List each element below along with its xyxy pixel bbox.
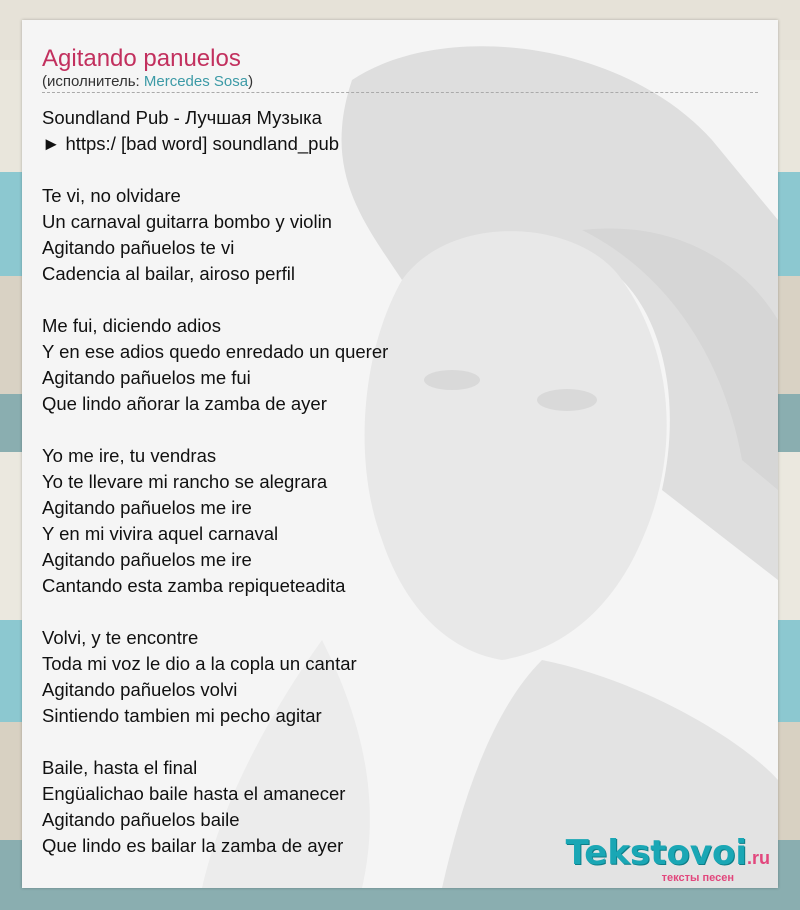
logo-name: Tekstovoi xyxy=(565,833,747,873)
lyric-line: Yo te llevare mi rancho se alegrara xyxy=(42,471,328,492)
lyric-line: Cadencia al bailar, airoso perfil xyxy=(42,263,295,284)
lyrics-text xyxy=(42,105,742,859)
stanza-gap xyxy=(42,417,742,443)
lyric-line: Cantando esta zamba repiqueteadita xyxy=(42,575,346,596)
lyric-line: Soundland Pub - Лучшая Музыка xyxy=(42,107,322,128)
lyric-line: Yo me ire, tu vendras xyxy=(42,445,217,466)
divider xyxy=(42,92,758,93)
lyric-line: Que lindo añorar la zamba de ayer xyxy=(42,393,327,414)
logo-tld: .ru xyxy=(746,848,770,868)
lyric-line: Volvi, y te encontre xyxy=(42,627,199,648)
song-title: Agitando panuelos xyxy=(42,45,241,72)
stanza-gap xyxy=(42,157,742,183)
lyric-line: Te vi, no olvidare xyxy=(42,185,181,206)
stanza-gap xyxy=(42,287,742,313)
lyric-line: Me fui, diciendo adios xyxy=(42,315,221,336)
stanza-gap xyxy=(42,729,742,755)
performer-line xyxy=(42,73,253,90)
performer-prefix: (исполнитель: xyxy=(42,73,144,90)
lyrics-card xyxy=(22,20,778,888)
performer-suffix: ) xyxy=(248,73,254,90)
lyric-line: Y en ese adios quedo enredado un querer xyxy=(42,341,389,362)
lyric-line: Agitando pañuelos me fui xyxy=(42,367,251,388)
artist-link[interactable]: Mercedes Sosa xyxy=(143,73,249,90)
lyric-line: Agitando pañuelos me ire xyxy=(42,549,252,570)
site-logo[interactable] xyxy=(565,833,770,884)
lyric-line: Baile, hasta el final xyxy=(42,757,198,778)
lyric-line: Agitando pañuelos me ire xyxy=(42,497,252,518)
lyric-line: Sintiendo tambien mi pecho agitar xyxy=(42,705,322,726)
lyric-line: Toda mi voz le dio a la copla un cantar xyxy=(42,653,357,674)
lyric-line: Agitando pañuelos te vi xyxy=(42,237,235,258)
stanza-gap xyxy=(42,599,742,625)
lyric-line: Y en mi vivira aquel carnaval xyxy=(42,523,279,544)
lyric-line: Que lindo es bailar la zamba de ayer xyxy=(42,835,344,856)
lyric-line: Agitando pañuelos baile xyxy=(42,809,240,830)
lyric-line: Agitando pañuelos volvi xyxy=(42,679,238,700)
logo-tagline: тексты песен xyxy=(661,872,734,884)
lyric-line: ► https:/ [bad word] soundland_pub xyxy=(42,133,340,154)
lyric-line: Engüalichao baile hasta el amanecer xyxy=(42,783,346,804)
lyric-line: Un carnaval guitarra bombo y violin xyxy=(42,211,332,232)
